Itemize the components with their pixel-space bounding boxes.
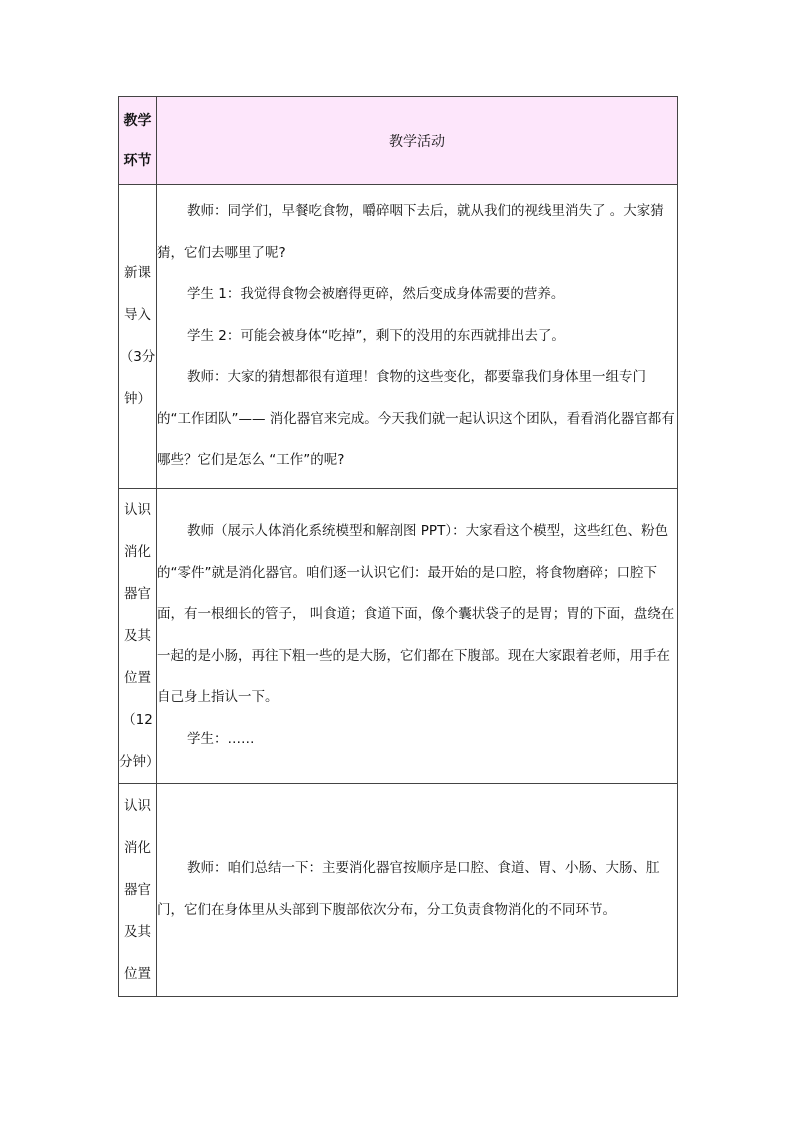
paragraph: 教师（展示人体消化系统模型和解剖图 PPT）：大家看这个模型，这些红色、粉色的“零件”就是消化器官。咱们逐一认识它们：最开始的是口腔，将食物磨碎；口腔下面，有一根细长的管子， 叫食道；食道下面，像个囊状袋子的是胃；胃的下面，盘绕在一起的是小肠，再往下粗一些的是大肠，它们都在下腹部。现在大家跟着老师，用手在自己身上指认一下。 bbox=[157, 523, 675, 705]
activity-cell bbox=[157, 185, 678, 489]
paragraph: 学生 2：可能会被身体“吃掉”，剩下的没用的东西就排出去了。 bbox=[187, 327, 565, 344]
table-row bbox=[119, 783, 678, 996]
paragraph: 学生 1：我觉得食物会被磨得更碎，然后变成身体需要的营养。 bbox=[187, 286, 565, 302]
lesson-table bbox=[118, 96, 678, 997]
table-row bbox=[119, 488, 678, 783]
table-row bbox=[119, 185, 678, 489]
activity-cell bbox=[157, 783, 678, 996]
header-stage-cell: 教学环节 bbox=[119, 97, 157, 185]
paragraph: 学生：…… bbox=[187, 730, 255, 747]
stage-cell: 认识消化器官及其位置（12分钟） bbox=[119, 488, 157, 783]
stage-cell: 认识消化器官及其位置 bbox=[119, 783, 157, 996]
stage-cell: 新课导入（3分钟） bbox=[119, 185, 157, 489]
paragraph: 教师：大家的猜想都很有道理！食物的这些变化，都要靠我们身体里一组专门的“工作团队”—— 消化器官来完成。今天我们就一起认识这个团队，看看消化器官都有哪些？它们是怎么 “工作”的呢? bbox=[157, 369, 675, 468]
paragraph: 教师：同学们，早餐吃食物，嚼碎咽下去后，就从我们的视线里消失了 。大家猜猜，它们去哪里了呢? bbox=[157, 203, 664, 261]
table-header-row bbox=[119, 97, 678, 185]
header-activity-cell: 教学活动 bbox=[157, 97, 678, 185]
activity-cell bbox=[157, 488, 678, 783]
paragraph: 教师：咱们总结一下：主要消化器官按顺序是口腔、食道、胃、小肠、大肠、肛门，它们在身体里从头部到下腹部依次分布，分工负责食物消化的不同环节。 bbox=[157, 860, 660, 918]
